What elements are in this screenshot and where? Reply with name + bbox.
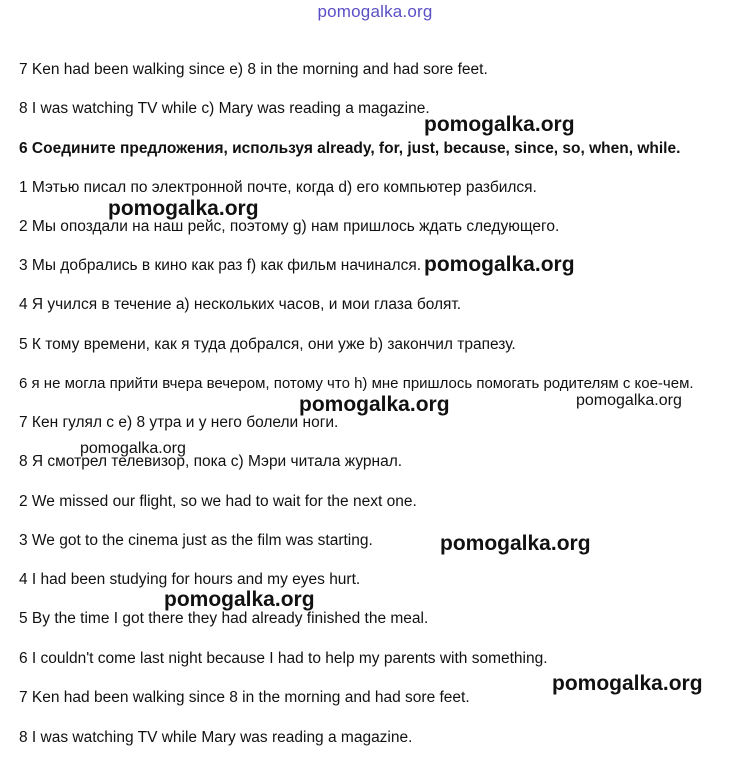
text-line: 3 Мы добрались в кино как раз f) как фильм начинался. <box>19 257 422 274</box>
watermark: pomogalka.org <box>440 532 591 555</box>
exercise-heading: 6 Соедините предложения, используя already, for, just, because, since, so, when, while. <box>19 140 681 157</box>
watermark: pomogalka.org <box>164 588 315 611</box>
text-line: 3 We got to the cinema just as the film was starting. <box>19 532 373 549</box>
text-line: 8 Я смотрел телевизор, пока c) Мэри читала журнал. <box>19 453 403 470</box>
watermark: pomogalka.org <box>80 440 186 457</box>
watermark: pomogalka.org <box>424 253 575 276</box>
text-line: 1 Мэтью писал по электронной почте, когда d) его компьютер разбился. <box>19 179 537 196</box>
watermark: pomogalka.org <box>108 197 259 220</box>
text-line: 4 I had been studying for hours and my eyes hurt. <box>19 571 361 588</box>
text-line: 7 Кен гулял с e) 8 утра и у него болели ноги. <box>19 414 339 431</box>
watermark: pomogalka.org <box>552 672 703 695</box>
text-line: 2 Мы опоздали на наш рейс, поэтому g) нам пришлось ждать следующего. <box>19 218 560 235</box>
text-line: 6 I couldn't come last night because I had to help my parents with something. <box>19 650 548 667</box>
text-line: 7 Ken had been walking since e) 8 in the morning and had sore feet. <box>19 61 488 78</box>
text-line: 7 Ken had been walking since 8 in the morning and had sore feet. <box>19 689 470 706</box>
text-line: 8 I was watching TV while Mary was reading a magazine. <box>19 729 413 746</box>
text-line: 6 я не могла прийти вчера вечером, потому что h) мне пришлось помогать родителям с кое-чем. <box>19 375 694 392</box>
watermark: pomogalka.org <box>299 393 450 416</box>
watermark: pomogalka.org <box>424 113 575 136</box>
text-line: 5 К тому времени, как я туда добрался, они уже b) закончил трапезу. <box>19 336 516 353</box>
text-line: 5 By the time I got there they had already finished the meal. <box>19 610 429 627</box>
watermark: pomogalka.org <box>576 392 682 409</box>
text-line: 8 I was watching TV while c) Mary was reading a magazine. <box>19 100 430 117</box>
text-line: 2 We missed our flight, so we had to wait for the next one. <box>19 493 417 510</box>
text-line: 4 Я учился в течение a) нескольких часов, и мои глаза болят. <box>19 296 462 313</box>
header-watermark: pomogalka.org <box>317 2 433 21</box>
